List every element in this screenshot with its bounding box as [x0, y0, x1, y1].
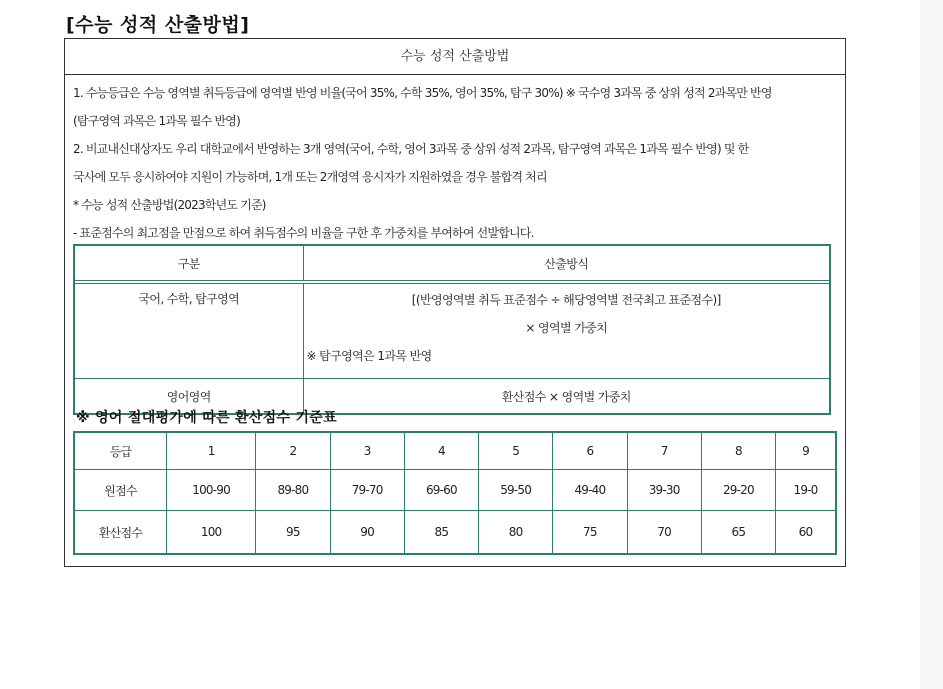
converted-score-cell: 100: [167, 511, 256, 555]
converted-score-cell: 60: [776, 511, 836, 555]
converted-score-cell: 75: [553, 511, 627, 555]
grade-cell: 7: [627, 432, 701, 470]
raw-score-cell: 59-50: [479, 470, 553, 511]
grade-cell: 3: [330, 432, 404, 470]
converted-score-cell: 80: [479, 511, 553, 555]
raw-score-cell: 79-70: [330, 470, 404, 511]
description-line: - 표준점수의 최고점을 만점으로 하여 취득점수의 비율을 구한 후 가중치를 부여하여 선발합니다.: [73, 226, 534, 240]
converted-score-cell: 90: [330, 511, 404, 555]
raw-score-row: [74, 470, 836, 511]
raw-score-cell: 39-30: [627, 470, 701, 511]
description-line: (탐구영역 과목은 1과목 필수 반영): [73, 114, 240, 128]
description-text: [65, 75, 845, 247]
converted-score-label: 환산점수: [74, 511, 167, 555]
converted-score-cell: 70: [627, 511, 701, 555]
converted-score-cell: 65: [701, 511, 775, 555]
grade-cell: 1: [167, 432, 256, 470]
description-line: * 수능 성적 산출방법(2023학년도 기준): [73, 198, 266, 212]
category-english: 영어영역: [74, 379, 303, 415]
grade-label: 등급: [74, 432, 167, 470]
grade-cell: 8: [701, 432, 775, 470]
raw-score-cell: 29-20: [701, 470, 775, 511]
raw-score-cell: 89-80: [256, 470, 330, 511]
category-korean-math-inquiry: [74, 284, 303, 379]
converted-score-cell: 85: [404, 511, 478, 555]
table-row: [74, 284, 830, 379]
grade-cell: 4: [404, 432, 478, 470]
page-heading: [수능 성적 산출방법]: [66, 14, 250, 36]
raw-score-cell: 69-60: [404, 470, 478, 511]
description-line: 2. 비교내신대상자도 우리 대학교에서 반영하는 3개 영역(국어, 수학, 영어 3과목 중 상위 성적 2과목, 탐구영역 과목은 1과목 필수 반영) 및 한: [73, 142, 749, 156]
calculation-method-table: [73, 244, 831, 415]
category-label: 국어, 수학, 탐구영역: [138, 292, 240, 306]
grade-cell: 9: [776, 432, 836, 470]
converted-score-row: [74, 511, 836, 555]
grade-cell: 2: [256, 432, 330, 470]
header-method: 산출방식: [303, 245, 830, 281]
english-grade-conversion-table: [73, 431, 837, 555]
formula-line-2: × 영역별 가중치: [525, 321, 608, 335]
raw-score-cell: 19-0: [776, 470, 836, 511]
formula-line-1: [(반영영역별 취득 표준점수 ÷ 해당영역별 전국최고 표준점수)]: [411, 293, 721, 307]
header-category: 구분: [74, 245, 303, 281]
description-line: 1. 수능등급은 수능 영역별 취득등급에 영역별 반영 비율(국어 35%, 수학 35%, 영어 35%, 탐구 30%) ※ 국수영 3과목 중 상위 성적 2과목만 반영: [73, 86, 772, 100]
raw-score-cell: 49-40: [553, 470, 627, 511]
inquiry-note: ※ 탐구영역은 1과목 반영: [306, 349, 432, 363]
method-korean-math-inquiry: [303, 284, 830, 379]
content-box-title: 수능 성적 산출방법: [65, 39, 845, 75]
grade-cell: 5: [479, 432, 553, 470]
grade-cell: 6: [553, 432, 627, 470]
description-line: 국사에 모두 응시하여야 지원이 가능하며, 1개 또는 2개영역 응시자가 지원하였을 경우 불합격 처리: [73, 170, 547, 184]
raw-score-cell: 100-90: [167, 470, 256, 511]
raw-score-label: 원점수: [74, 470, 167, 511]
converted-score-cell: 95: [256, 511, 330, 555]
method-english: 환산점수 × 영역별 가중치: [303, 379, 830, 415]
english-grade-table-title: ※ 영어 절대평가에 따른 환산점수 기준표: [76, 410, 337, 426]
grade-row: [74, 432, 836, 470]
table-header-row: [74, 245, 830, 281]
